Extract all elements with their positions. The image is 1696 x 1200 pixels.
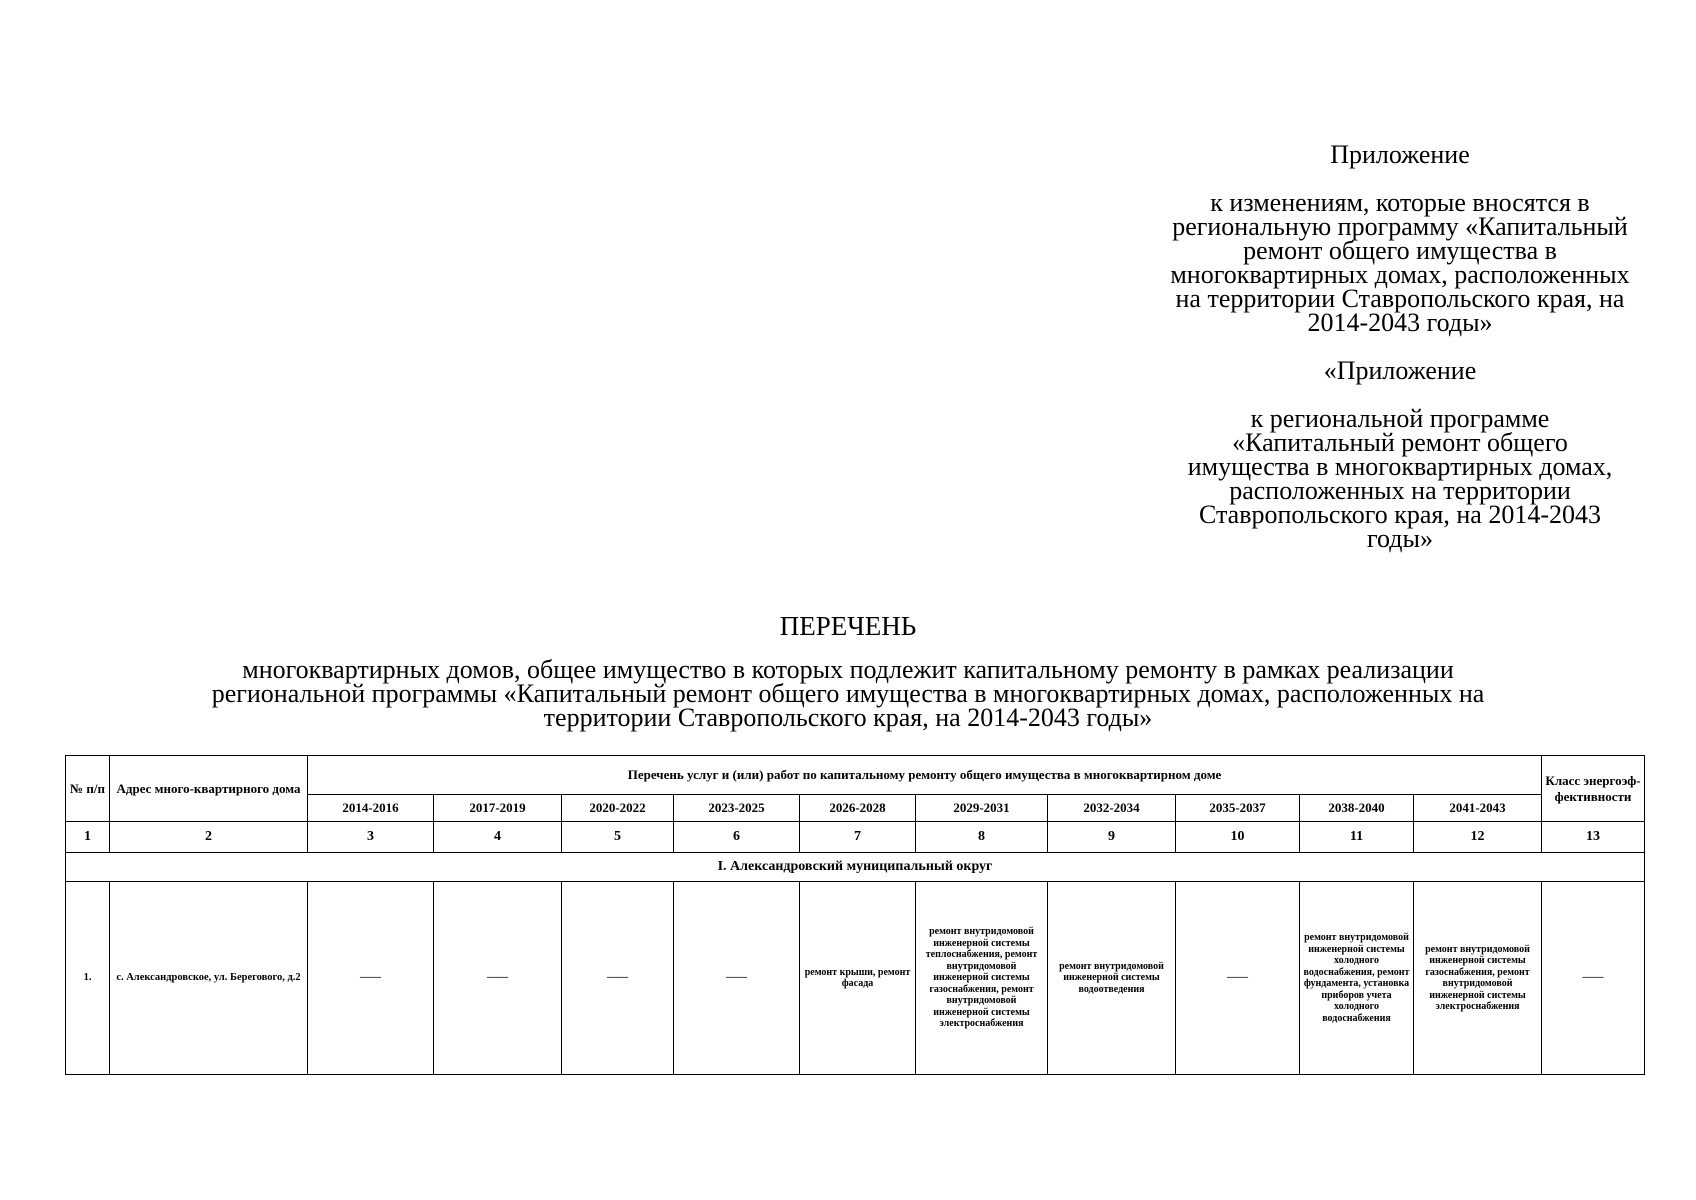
header-works: Перечень услуг и (или) работ по капитальному ремонту общего имущества в многоквартирном доме (308, 756, 1542, 795)
row-cell: —— (308, 882, 434, 1075)
column-number: 10 (1176, 822, 1300, 853)
annex-title-2: «Приложение (1323, 356, 1477, 385)
column-number: 7 (800, 822, 916, 853)
table-row (66, 882, 1645, 1075)
row-number: 1. (66, 882, 110, 1075)
column-number: 13 (1542, 822, 1645, 853)
header-number: № п/п (66, 756, 110, 822)
annex-title: Приложение (1330, 140, 1470, 169)
column-number: 6 (674, 822, 800, 853)
table-header-row-1 (66, 756, 1645, 795)
period-header: 2038-2040 (1300, 795, 1414, 822)
period-header: 2026-2028 (800, 795, 916, 822)
column-number: 9 (1048, 822, 1176, 853)
period-header: 2020-2022 (562, 795, 674, 822)
header-address: Адрес много-квартирного дома (110, 756, 308, 822)
column-number-row (66, 822, 1645, 853)
row-cell: ремонт внутридомовой инженерной системы газоснабжения, ремонт внутридомовой инженерной системы электроснабжения (1414, 882, 1542, 1075)
column-number: 3 (308, 822, 434, 853)
header-energy-class: Класс энергоэф-фективности (1542, 756, 1645, 822)
column-number: 12 (1414, 822, 1542, 853)
document-heading: ПЕРЕЧЕНЬ (779, 611, 917, 641)
row-cell: —— (434, 882, 562, 1075)
period-header: 2023-2025 (674, 795, 800, 822)
row-cell: ремонт крыши, ремонт фасада (800, 882, 916, 1075)
period-header: 2017-2019 (434, 795, 562, 822)
row-cell: ремонт внутридомовой инженерной системы водоотведения (1048, 882, 1176, 1075)
row-cell: —— (1176, 882, 1300, 1075)
section-row (66, 853, 1645, 882)
column-number: 1 (66, 822, 110, 853)
row-cell: ремонт внутридомовой инженерной системы холодного водоснабжения, ремонт фундамента, установка приборов учета холодного водоснабжения (1300, 882, 1414, 1075)
row-cell: —— (674, 882, 800, 1075)
row-energy-class: —— (1542, 882, 1645, 1075)
period-header: 2041-2043 (1414, 795, 1542, 822)
column-number: 8 (916, 822, 1048, 853)
annex-block (1170, 140, 1630, 553)
period-header: 2032-2034 (1048, 795, 1176, 822)
annex-text-1: к изменениям, которые вносятся в региональную программу «Капитальный ремонт общего имущества в многоквартирных домах, расположенных на территории Ставропольского края, на 2014-2043 годы» (1170, 188, 1630, 337)
period-header: 2014-2016 (308, 795, 434, 822)
row-address: с. Александровское, ул. Берегового, д.2 (110, 882, 308, 1075)
column-number: 2 (110, 822, 308, 853)
annex-text-2: к региональной программе «Капитальный ремонт общего имущества в многоквартирных домах, расположенных на территории Ставропольского края, на 2014-2043 годы» (1187, 404, 1613, 553)
period-header: 2035-2037 (1176, 795, 1300, 822)
document-subheading: многоквартирных домов, общее имущество в которых подлежит капитальному ремонту в рамках реализации региональной программы «Капитальный ремонт общего имущества в многоквартирных домах, расположенных на территории Ставропольского края, на 2014-2043 годы» (211, 655, 1485, 732)
column-number: 5 (562, 822, 674, 853)
column-number: 11 (1300, 822, 1414, 853)
column-number: 4 (434, 822, 562, 853)
period-header: 2029-2031 (916, 795, 1048, 822)
section-title: I. Александровский муниципальный округ (66, 853, 1645, 882)
row-cell: ремонт внутридомовой инженерной системы теплоснабжения, ремонт внутридомовой инженерной системы газоснабжения, ремонт внутридомовой инженерной системы электроснабжения (916, 882, 1048, 1075)
row-cell: —— (562, 882, 674, 1075)
houses-table (65, 755, 1645, 1075)
